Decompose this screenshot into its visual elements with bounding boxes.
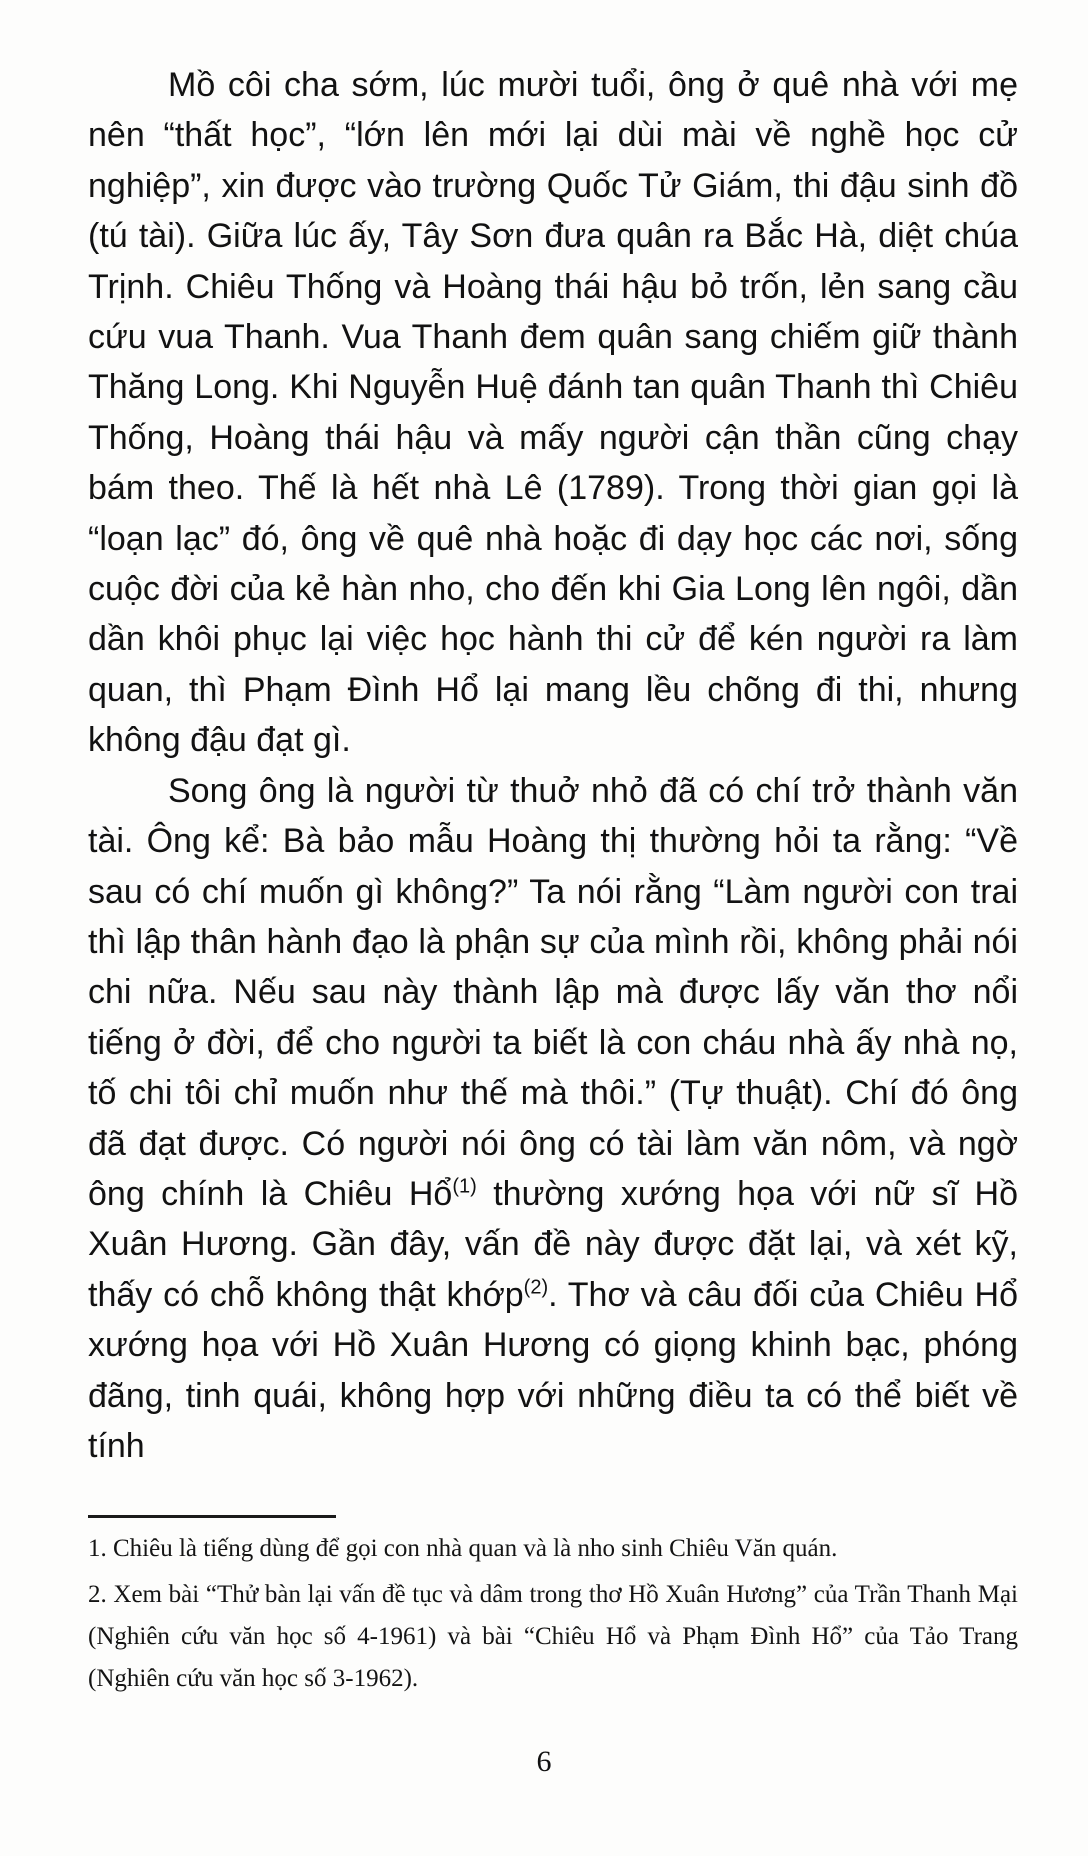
paragraph-2-part-3: . Thơ và câu đối của Chiêu Hổ xướng họa với Hồ Xuân Hương có giọng khinh bạc, phóng đãng, tinh quái, không hợp với những điều ta có thể biết về tính (88, 1275, 1018, 1465)
footnote-mark-1: (1) (452, 1175, 477, 1198)
body-text (88, 60, 1018, 1471)
paragraph-2 (88, 766, 1018, 1472)
footnote-1: 1. Chiêu là tiếng dùng để gọi con nhà quan và là nho sinh Chiêu Văn quán. (88, 1535, 838, 1562)
paragraph-1: Mồ côi cha sớm, lúc mười tuổi, ông ở quê nhà với mẹ nên “thất học”, “lớn lên mới lại dùi mài về nghề học cử nghiệp”, xin được vào trường Quốc Tử Giám, thi đậu sinh đồ (tú tài). Giữa lúc ấy, Tây Sơn đưa quân ra Bắc Hà, diệt chúa Trịnh. Chiêu Thống và Hoàng thái hậu bỏ trốn, lẻn sang cầu cứu vua Thanh. Vua Thanh đem quân sang chiếm giữ thành Thăng Long. Khi Nguyễn Huệ đánh tan quân Thanh thì Chiêu Thống, Hoàng thái hậu và mấy người cận thần cũng chạy bám theo. Thế là hết nhà Lê (1789). Trong thời gian gọi là “loạn lạc” đó, ông về quê nhà hoặc đi dạy học các nơi, sống cuộc đời của kẻ hàn nho, cho đến khi Gia Long lên ngôi, dần dần khôi phục lại việc học hành thi cử để kén người ra làm quan, thì Phạm Đình Hổ lại mang lều chõng đi thi, nhưng không đậu đạt gì. (88, 66, 1018, 760)
paragraph-2-part-2: thường xướng họa với nữ sĩ Hồ Xuân Hương. Gần đây, vấn đề này được đặt lại, và xét kỹ, thấy có chỗ không thật khớp (88, 1174, 1018, 1314)
paragraph-2-part-1: Song ông là người từ thuở nhỏ đã có chí trở thành văn tài. Ông kể: Bà bảo mẫu Hoàng thị thường hỏi ta rằng: “Về sau có chí muốn gì không?” Ta nói rằng “Làm người con trai thì lập thân hành đạo là phận sự của mình rồi, không phải nói chi nữa. Nếu sau này thành lập mà được lấy văn thơ nổi tiếng ở đời, để cho người ta biết là con cháu nhà ấy nhà nọ, tố chi tôi chỉ muốn như thế mà thôi.” (Tự thuật). Chí đó ông đã đạt được. Có người nói ông có tài làm văn nôm, và ngờ ông chính là Chiêu Hổ (88, 771, 1018, 1213)
footnote-2: 2. Xem bài “Thử bàn lại vấn đề tục và dâm trong thơ Hồ Xuân Hương” của Trần Thanh Mại (Nghiên cứu văn học số 4-1961) và bài “Chiêu Hổ và Phạm Đình Hổ” của Tảo Trang (Nghiên cứu văn học số 3-1962). (88, 1581, 1018, 1692)
footnotes (88, 1528, 1018, 1704)
page-number: 6 (536, 1745, 552, 1778)
footnote-mark-2: (2) (523, 1276, 549, 1299)
footnote-divider (88, 1515, 336, 1518)
